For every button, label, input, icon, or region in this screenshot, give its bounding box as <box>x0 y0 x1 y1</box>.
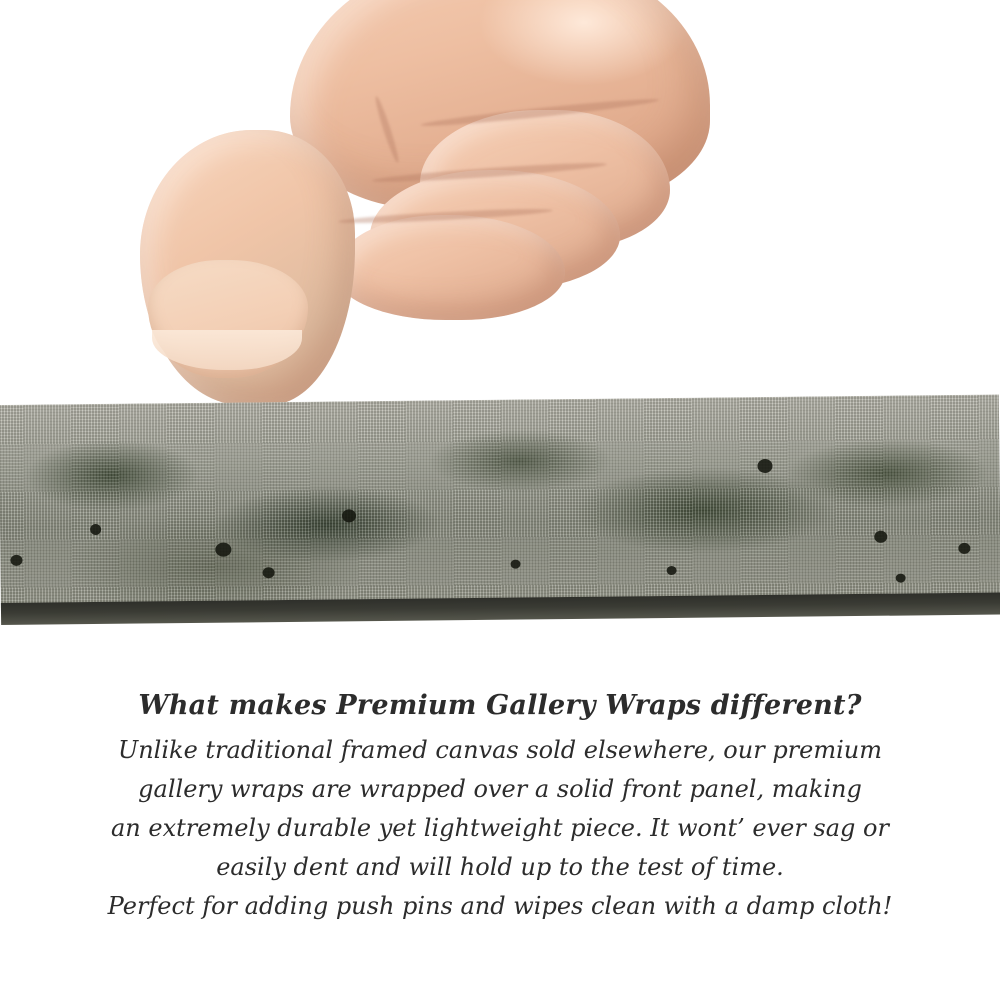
caption-line: gallery wraps are wrapped over a solid front panel, making <box>138 775 862 803</box>
canvas-speck <box>215 543 231 557</box>
caption-heading: What makes Premium Gallery Wraps different? <box>138 690 862 721</box>
finger-segment-lower <box>335 215 565 320</box>
canvas-weave-surface <box>0 395 1000 611</box>
canvas-speck <box>667 566 677 575</box>
canvas-edge-icon <box>0 395 1000 627</box>
canvas-speck <box>757 459 772 473</box>
caption-block <box>0 690 1000 926</box>
canvas-speck <box>896 574 906 583</box>
canvas-speck <box>342 509 356 522</box>
canvas-speck <box>874 531 887 543</box>
canvas-speck <box>90 524 101 535</box>
canvas-speck <box>263 567 275 578</box>
canvas-speck <box>958 543 970 554</box>
hand-pressing-icon <box>120 0 720 430</box>
caption-line: easily dent and will hold up to the test of time. <box>216 853 784 881</box>
caption-line: Perfect for adding push pins and wipes clean with a damp cloth! <box>107 892 893 920</box>
caption-line: an extremely durable yet lightweight piece. It wont’ ever sag or <box>111 814 889 842</box>
canvas-speck <box>10 555 22 566</box>
caption-line: Unlike traditional framed canvas sold elsewhere, our premium <box>117 736 882 764</box>
canvas-speck <box>510 560 520 569</box>
